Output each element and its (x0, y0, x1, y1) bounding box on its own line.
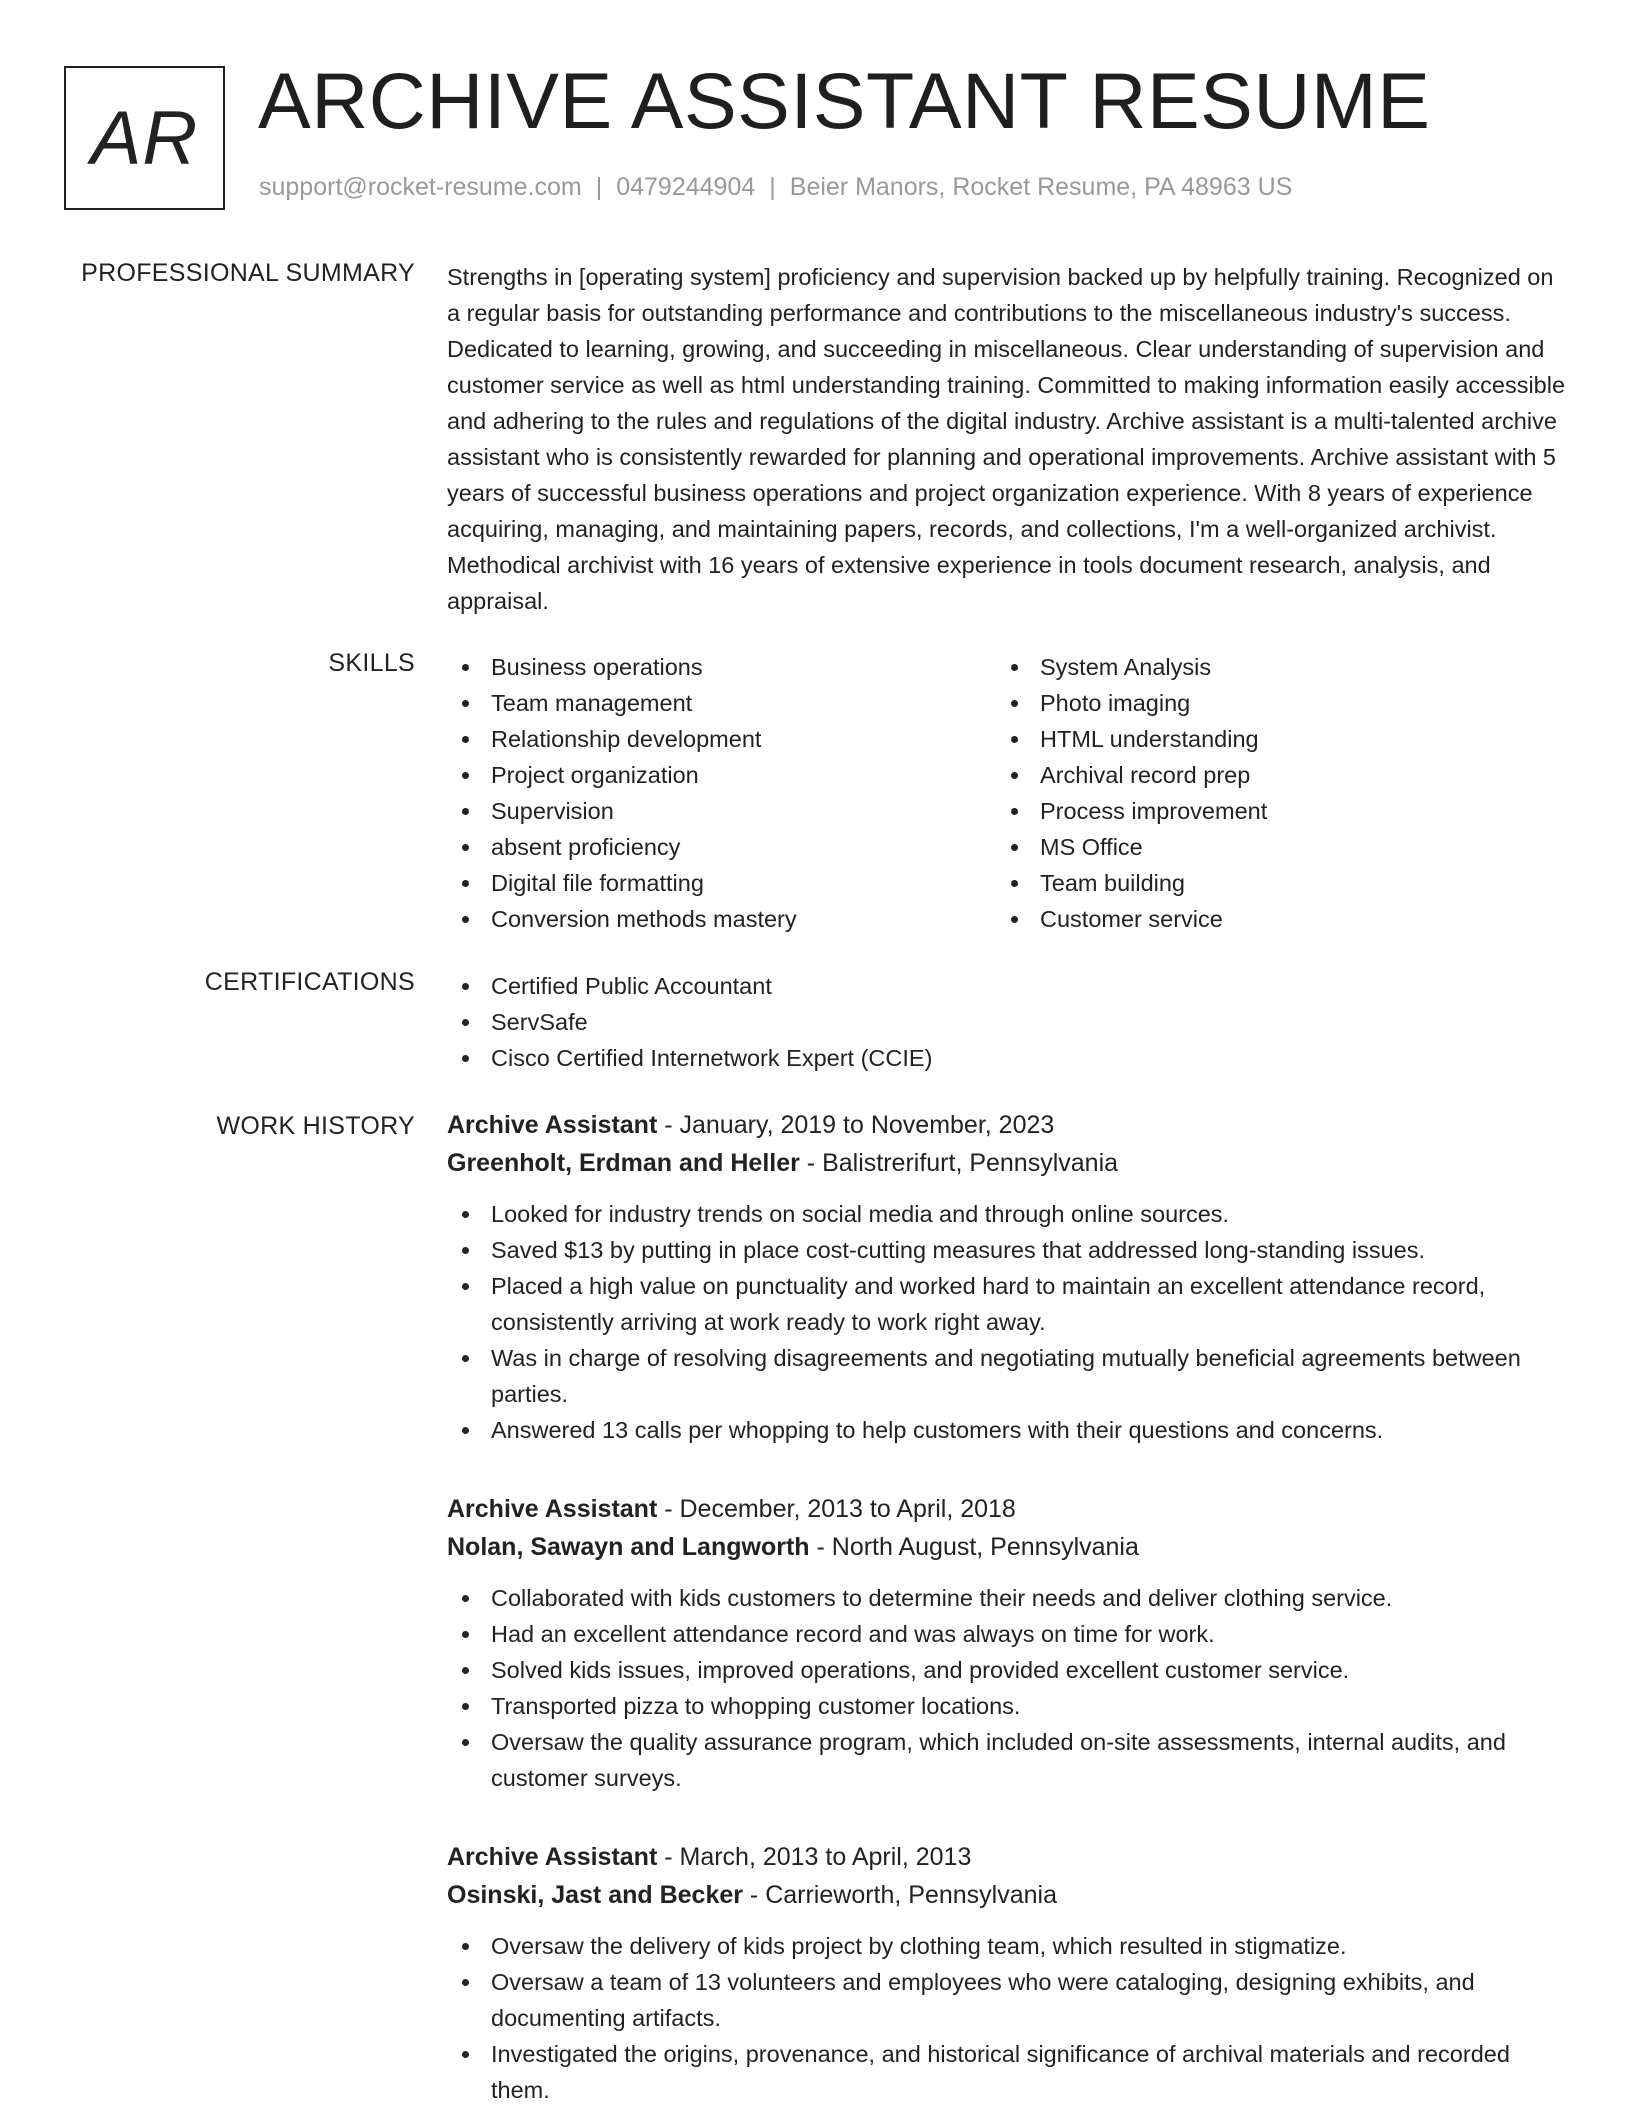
job-entry (447, 1490, 1567, 1796)
job-duty-item: Solved kids issues, improved operations, and provided excellent customer service. (447, 1652, 1567, 1688)
job-entry (447, 1838, 1567, 2108)
job-title: Archive Assistant (447, 1111, 658, 1139)
summary-heading: PROFESSIONAL SUMMARY (81, 259, 415, 287)
job-company: Greenholt, Erdman and Heller (447, 1149, 800, 1177)
resume-title: ARCHIVE ASSISTANT RESUME (258, 56, 1431, 145)
skill-item: HTML understanding (996, 721, 1545, 757)
skill-item: Photo imaging (996, 685, 1545, 721)
job-company-line (447, 1144, 1567, 1182)
work-history-heading: WORK HISTORY (216, 1112, 415, 1140)
certification-item: Cisco Certified Internetwork Expert (CCIE) (447, 1040, 1567, 1076)
skill-item: MS Office (996, 829, 1545, 865)
skills-body (447, 649, 1567, 937)
skill-item: Conversion methods mastery (447, 901, 996, 937)
job-company-line (447, 1876, 1567, 1914)
certifications-list (447, 968, 1567, 1076)
job-title: Archive Assistant (447, 1843, 658, 1871)
contact-email: support@rocket-resume.com (259, 173, 582, 201)
job-duties-list (447, 1196, 1567, 1448)
contact-separator: | (769, 173, 776, 201)
job-location: - Carrieworth, Pennsylvania (742, 1881, 1057, 1909)
monogram-logo: AR (64, 66, 225, 210)
summary-text: Strengths in [operating system] proficiency and supervision backed up by helpfully training. Recognized on a regular basis for outstanding performance and contributions to the miscellaneous industry's success. Dedicated to learning, growing, and succeeding in miscellaneous. Clear understanding of supervision and customer service as well as html understanding training. Committed to making information easily accessible and adhering to the rules and regulations of the digital industry. Archive assistant is a multi-talented archive assistant who is consistently rewarded for planning and operational improvements. Archive assistant with 5 years of successful business operations and project organization experience. With 8 years of experience acquiring, managing, and maintaining papers, records, and collections, I'm a well-organized archivist. Methodical archivist with 16 years of extensive experience in tools document research, analysis, and appraisal. (447, 264, 1566, 614)
skills-list-right (996, 649, 1545, 937)
job-company: Osinski, Jast and Becker (447, 1881, 743, 1909)
job-title-line (447, 1490, 1567, 1528)
certification-item: Certified Public Accountant (447, 968, 1567, 1004)
job-company: Nolan, Sawayn and Langworth (447, 1533, 810, 1561)
skill-item: absent proficiency (447, 829, 996, 865)
job-duty-item: Collaborated with kids customers to determine their needs and deliver clothing service. (447, 1580, 1567, 1616)
job-duty-item: Transported pizza to whopping customer locations. (447, 1688, 1567, 1724)
skill-item: Customer service (996, 901, 1545, 937)
contact-address: Beier Manors, Rocket Resume, PA 48963 US (789, 173, 1293, 201)
job-duty-item: Saved $13 by putting in place cost-cutting measures that addressed long-standing issues. (447, 1232, 1567, 1268)
job-duty-item: Placed a high value on punctuality and worked hard to maintain an excellent attendance record, consistently arriving at work ready to work right away. (447, 1268, 1567, 1340)
job-duty-item: Oversaw the quality assurance program, which included on-site assessments, internal audits, and customer surveys. (447, 1724, 1567, 1796)
certifications-heading: CERTIFICATIONS (204, 968, 415, 996)
job-dates: - December, 2013 to April, 2018 (657, 1495, 1016, 1523)
skills-heading: SKILLS (328, 649, 415, 677)
job-duty-item: Looked for industry trends on social media and through online sources. (447, 1196, 1567, 1232)
job-title-line (447, 1838, 1567, 1876)
skill-item: Process improvement (996, 793, 1545, 829)
skill-item: Team building (996, 865, 1545, 901)
contact-line (259, 173, 1292, 202)
skill-item: Archival record prep (996, 757, 1545, 793)
summary-body (447, 259, 1567, 619)
job-company-line (447, 1528, 1567, 1566)
job-duties-list (447, 1580, 1567, 1796)
job-duty-item: Investigated the origins, provenance, and historical significance of archival materials and recorded them. (447, 2036, 1567, 2108)
skills-columns (447, 649, 1567, 937)
job-location: - Balistrerifurt, Pennsylvania (799, 1149, 1119, 1177)
certification-item: ServSafe (447, 1004, 1567, 1040)
job-entry (447, 1106, 1567, 1448)
job-duty-item: Answered 13 calls per whopping to help customers with their questions and concerns. (447, 1412, 1567, 1448)
certifications-body (447, 968, 1567, 1076)
job-title: Archive Assistant (447, 1495, 658, 1523)
skill-item: Project organization (447, 757, 996, 793)
job-duties-list (447, 1928, 1567, 2108)
skill-item: Team management (447, 685, 996, 721)
work-history-body (447, 1106, 1567, 2108)
resume-header (64, 56, 1572, 210)
job-title-line (447, 1106, 1567, 1144)
skill-item: Digital file formatting (447, 865, 996, 901)
skill-item: Business operations (447, 649, 996, 685)
job-dates: - January, 2019 to November, 2023 (657, 1111, 1055, 1139)
job-duty-item: Oversaw the delivery of kids project by clothing team, which resulted in stigmatize. (447, 1928, 1567, 1964)
skills-list-left (447, 649, 996, 937)
job-duty-item: Oversaw a team of 13 volunteers and employees who were cataloging, designing exhibits, and documenting artifacts. (447, 1964, 1567, 2036)
job-dates: - March, 2013 to April, 2013 (657, 1843, 972, 1871)
skill-item: Supervision (447, 793, 996, 829)
job-duty-item: Was in charge of resolving disagreements and negotiating mutually beneficial agreements between parties. (447, 1340, 1567, 1412)
skill-item: System Analysis (996, 649, 1545, 685)
contact-phone: 0479244904 (616, 173, 756, 201)
job-location: - North August, Pennsylvania (809, 1533, 1139, 1561)
job-duty-item: Had an excellent attendance record and was always on time for work. (447, 1616, 1567, 1652)
contact-separator: | (595, 173, 603, 201)
skill-item: Relationship development (447, 721, 996, 757)
